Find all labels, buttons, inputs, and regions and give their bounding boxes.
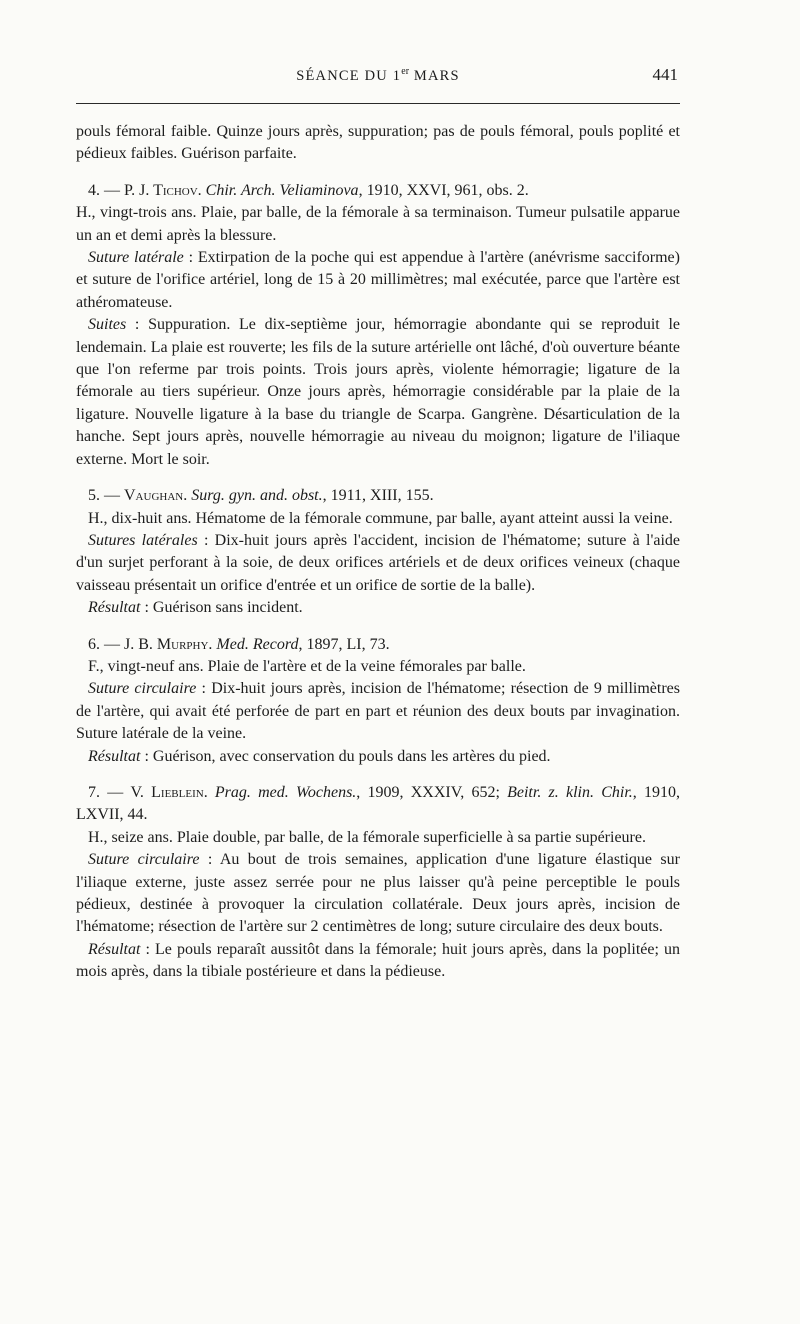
case-4-citation: 4. — P. J. Tichov. Chir. Arch. Veliaminova, 1910, XXVI, 961, obs. 2.: [88, 181, 529, 199]
case-4-result: Suites : Suppuration. Le dix-septième jour, hémorragie abondante qui se reproduit le lendemain. La plaie est rouverte; les fils de la suture artérielle ont lâché, d'où ouverture béante que l'on referme par trois points. Trois jours après, violente hémorragie; ligature de la fémorale au tiers supérieur. Onze jours après, hémorragie considérable par la plaie de la ligature. Nouvelle ligature à la base du triangle de Scarpa. Gangrène. Désarticulation de la hanche. Sept jours après, nouvelle hémorragie au niveau du moignon; ligature de l'iliaque externe. Mort le soir.: [76, 316, 680, 468]
case-4-patient: H., vingt-trois ans. Plaie, par balle, de la fémorale à sa terminaison. Tumeur pulsatile apparue un an et demi après la blessure.: [76, 204, 680, 244]
case-5-patient: H., dix-huit ans. Hématome de la fémorale commune, par balle, ayant atteint aussi la veine.: [88, 509, 673, 527]
case-4-operation: Suture latérale : Extirpation de la poche qui est appendue à l'artère (anévrisme sacciforme) et suture de l'orifice artériel, long de 15 à 20 millimètres; mal exécutée, parce que l'artère est athéromateuse.: [76, 249, 680, 311]
case-6-result: Résultat : Guérison, avec conservation du pouls dans les artères du pied.: [88, 747, 551, 765]
case-7-patient: H., seize ans. Plaie double, par balle, de la fémorale superficielle à sa partie supérieure.: [88, 828, 646, 846]
running-head: [76, 66, 680, 88]
case-6-operation: Suture circulaire : Dix-huit jours après, incision de l'hématome; résection de 9 millimètres de l'artère, qui avait été perforée de part en part et réunion des deux bouts par invagination. Suture latérale de la veine.: [76, 680, 681, 743]
body-text: [76, 121, 680, 984]
case-5-operation: Sutures latérales : Dix-huit jours après l'accident, incision de l'hématome; suture à l'aide d'un surjet perforant à la soie, de deux orifices artériels et de deux orifices veineux (chaque vaisseau présentait un orifice d'entrée et un orifice de sortie de la balle).: [76, 531, 680, 594]
case-7-operation: Suture circulaire : Au bout de trois semaines, application d'une ligature élastique sur l'iliaque externe, juste assez serrée pour ne plus laisser qu'à peine perceptible le pouls pédieux, destinée à provoquer la circulation collatérale. Deux jours après, incision de l'hématome; résection de l'artère sur 2 centimètres de long; suture circulaire des deux bouts.: [76, 851, 680, 936]
case-7-result: Résultat : Le pouls reparaît aussitôt dans la fémorale; huit jours après, dans la poplitée; un mois après, dans la tibiale postérieure et dans la pédieuse.: [76, 940, 680, 981]
running-title: SÉANCE DU 1er MARS: [296, 66, 460, 84]
case-5-result: Résultat : Guérison sans incident.: [88, 599, 303, 617]
intro-paragraph: pouls fémoral faible. Quinze jours après, suppuration; pas de pouls fémoral, pouls poplité et pédieux faibles. Guérison parfaite.: [76, 123, 680, 163]
header-rule: [76, 103, 680, 104]
case-6-citation: 6. — J. B. Murphy. Med. Record, 1897, LI, 73.: [88, 635, 390, 653]
case-7-citation: 7. — V. Lieblein. Prag. med. Wochens., 1909, XXXIV, 652; Beitr. z. klin. Chir., 1910, LXVII, 44.: [76, 783, 680, 824]
page-number: 441: [652, 65, 678, 84]
case-5-citation: 5. — Vaughan. Surg. gyn. and. obst., 1911, XIII, 155.: [88, 487, 434, 505]
case-6-patient: F., vingt-neuf ans. Plaie de l'artère et de la veine fémorales par balle.: [88, 657, 526, 675]
